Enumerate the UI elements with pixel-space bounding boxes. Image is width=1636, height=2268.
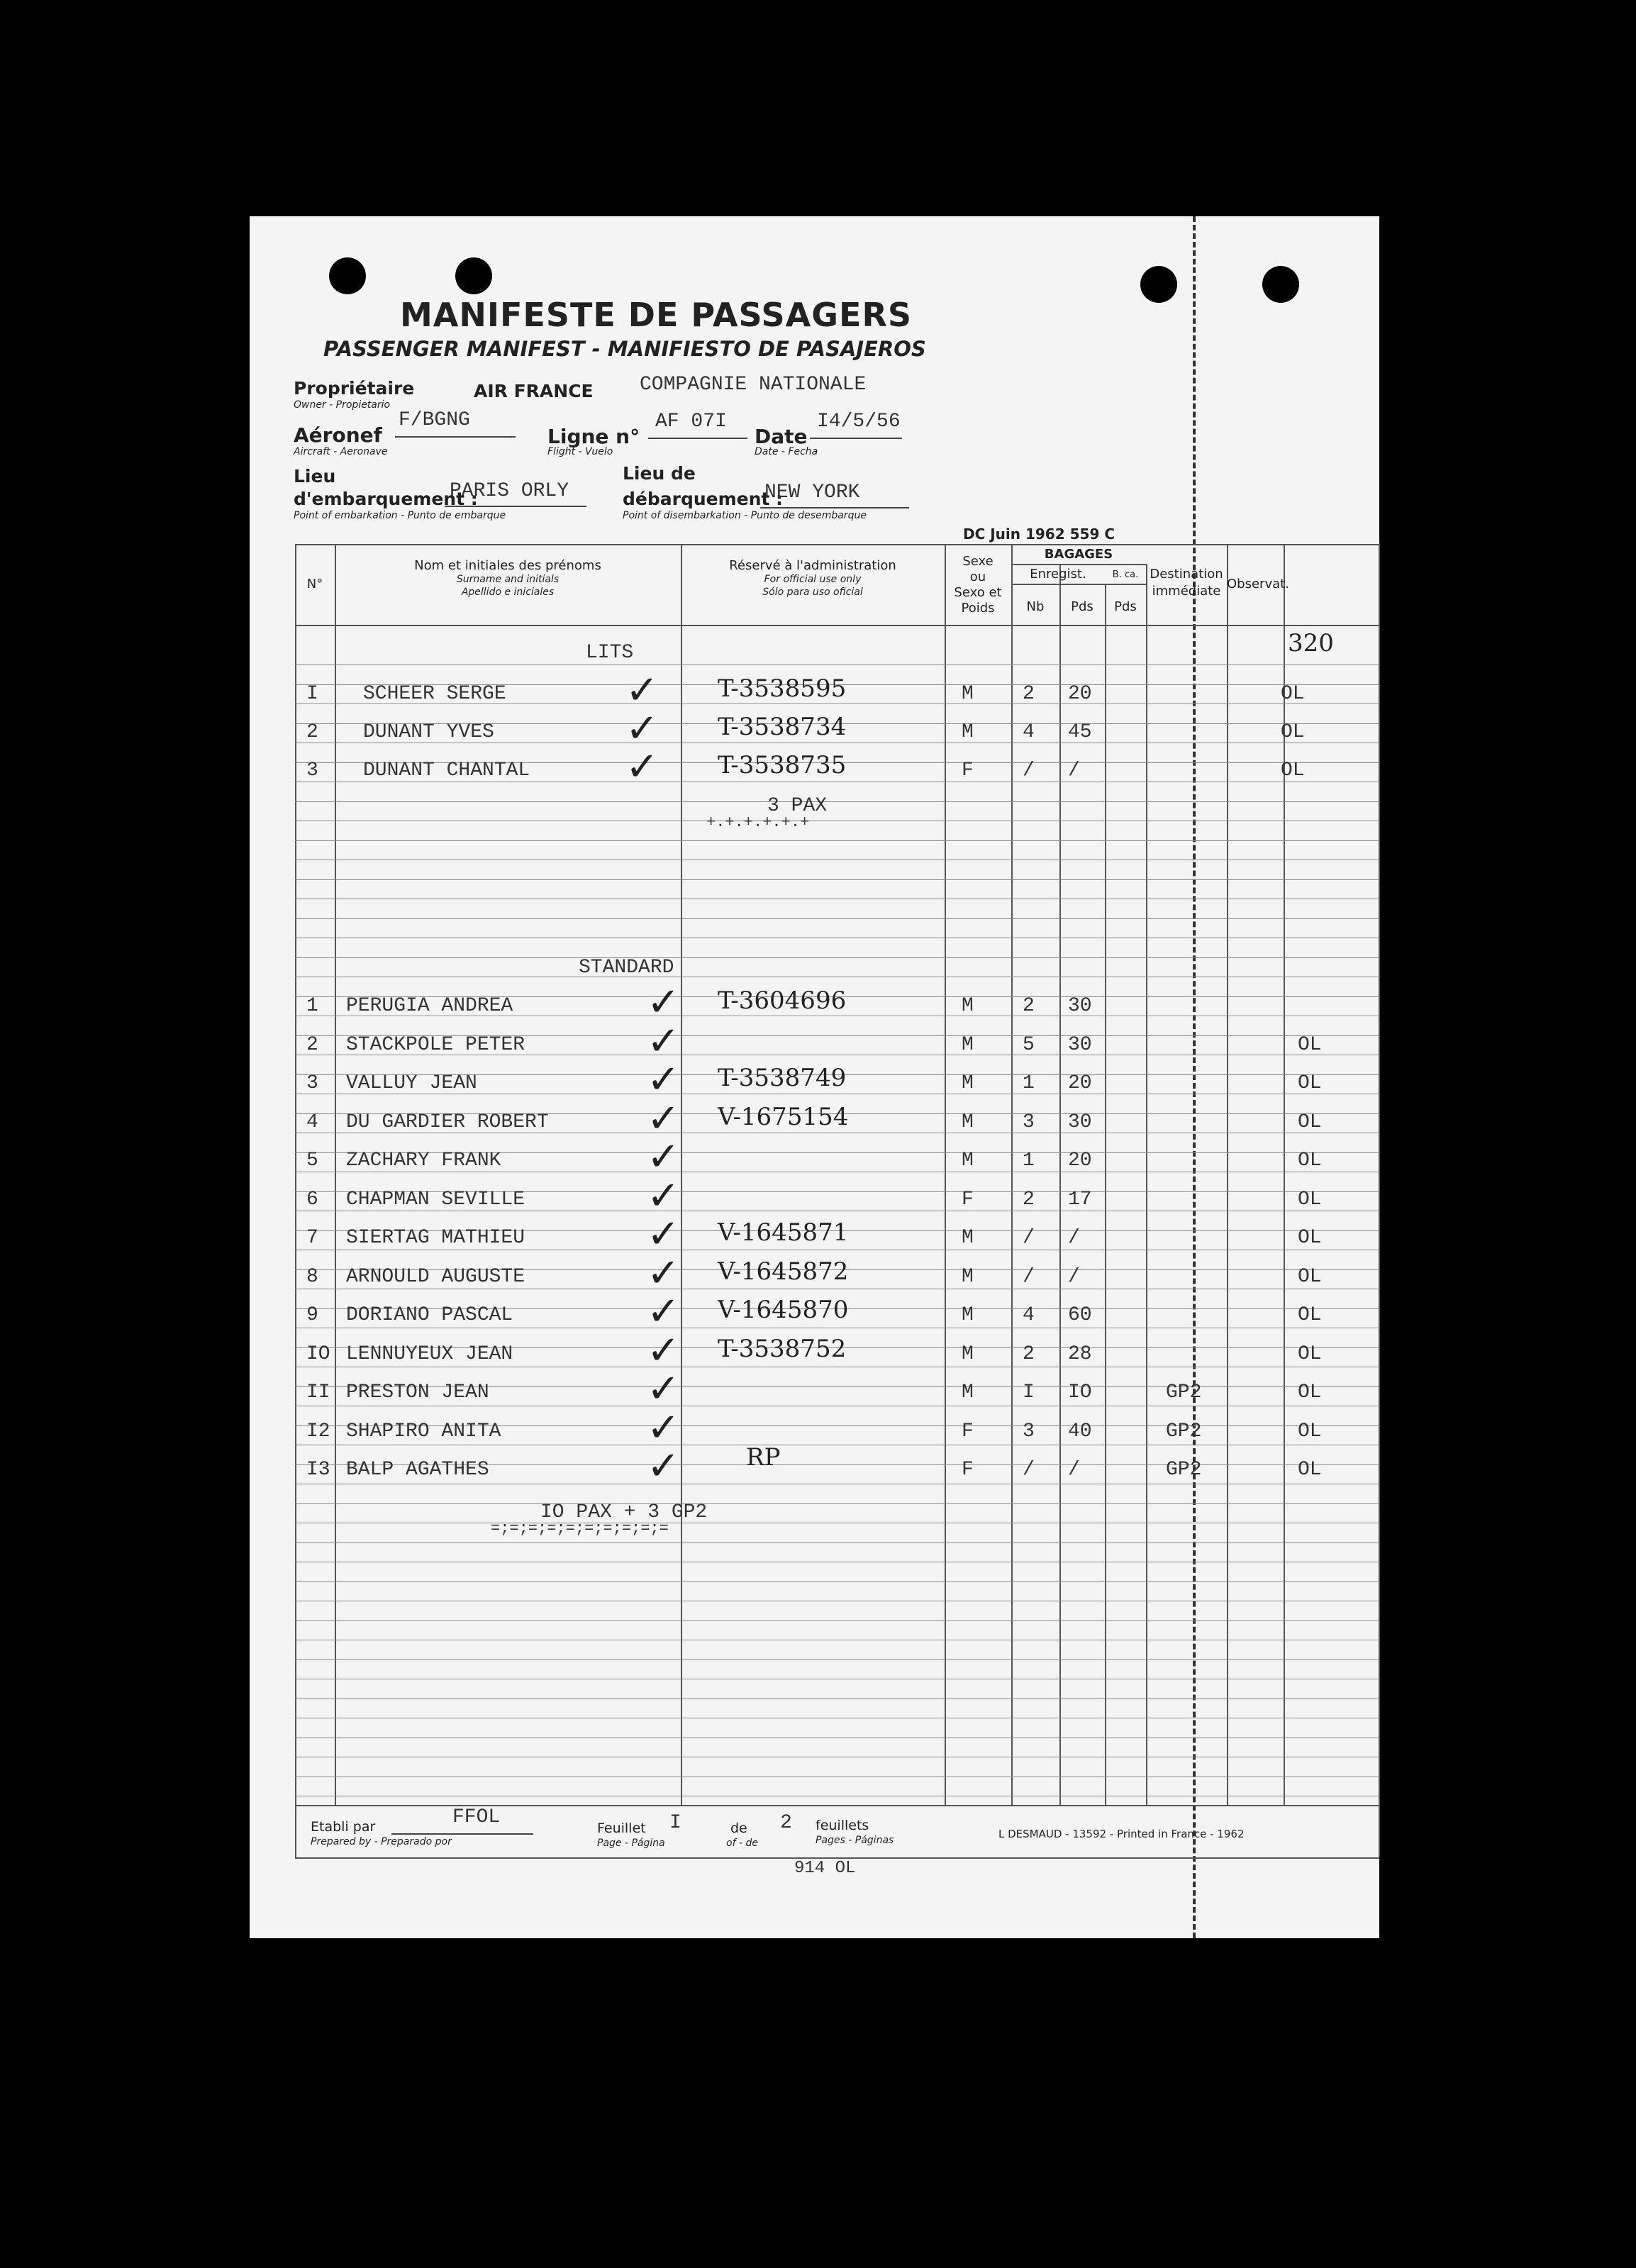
aircraft-value: F/BGNG [399, 409, 470, 431]
check-mark-icon: ✓ [647, 1250, 680, 1296]
manifest-page [250, 216, 1379, 1938]
line-value: AF 07I [655, 411, 727, 433]
observation: OL [1298, 1227, 1322, 1249]
passenger-sex: M [962, 1382, 974, 1403]
observation: OL [1298, 1033, 1322, 1056]
date-label: Date [755, 425, 808, 448]
check-mark-icon: ✓ [647, 1289, 680, 1335]
observation: OL [1298, 1072, 1322, 1094]
passenger-no: I2 [306, 1420, 330, 1442]
check-mark-icon: ✓ [647, 979, 680, 1025]
baggage-weight: 28 [1068, 1343, 1092, 1365]
passenger-sex: F [962, 1459, 974, 1481]
date-sublabel: Date - Fecha [755, 446, 818, 457]
row-rule [295, 801, 1379, 802]
of-label: de [730, 1820, 747, 1836]
row-rule [295, 957, 1379, 958]
observation: OL [1298, 1265, 1322, 1288]
baggage-count: / [1023, 760, 1035, 782]
baggage-weight: 40 [1068, 1420, 1092, 1442]
flight-note: 914 OL [794, 1859, 856, 1878]
passenger-name: ARNOULD AUGUSTE [346, 1265, 525, 1288]
passenger-sex: M [962, 1072, 974, 1094]
passenger-name: DUNANT YVES [363, 721, 494, 743]
of-sublabel: of - de [726, 1838, 758, 1849]
header-pds: Pds [1071, 599, 1094, 614]
section-standard: STANDARD [579, 957, 674, 979]
check-mark-icon: ✓ [647, 1404, 680, 1451]
passenger-name: ZACHARY FRANK [346, 1150, 501, 1172]
ticket-number: T-3604696 [718, 986, 847, 1015]
baggage-count: / [1023, 1227, 1035, 1249]
observation: OL [1281, 683, 1305, 705]
header-observations: Observat. [1227, 577, 1289, 591]
observation: OL [1298, 1188, 1322, 1211]
header-nb: Nb [1026, 599, 1045, 614]
baggage-count: I [1023, 1382, 1035, 1403]
of-value: 2 [780, 1812, 792, 1834]
row-rule [295, 1503, 1379, 1504]
check-mark-icon: ✓ [647, 1211, 680, 1257]
passenger-no: II [306, 1382, 330, 1403]
passenger-no: 9 [306, 1304, 318, 1326]
punch-hole [329, 257, 366, 294]
standard-total: IO PAX + 3 GP2 [540, 1501, 708, 1523]
baggage-count: 2 [1023, 1343, 1035, 1365]
passenger-sex: M [962, 1265, 974, 1288]
prepared-value: FFOL [452, 1806, 501, 1828]
passenger-no: 2 [306, 721, 318, 743]
passenger-no: 5 [306, 1150, 318, 1172]
passenger-name: STACKPOLE PETER [346, 1033, 525, 1056]
punch-hole [1262, 266, 1299, 303]
observation: OL [1298, 1459, 1322, 1481]
check-mark-icon: ✓ [625, 667, 659, 713]
passenger-sex: M [962, 1033, 974, 1056]
baggage-weight: / [1068, 1227, 1080, 1249]
row-rule [295, 918, 1379, 919]
header-name-sub1: Surname and initials [456, 574, 560, 585]
baggage-weight: / [1068, 1459, 1080, 1481]
embark-label-2: d'embarquement : [294, 489, 478, 509]
observation: OL [1298, 1343, 1322, 1365]
sheet-value: I [669, 1812, 681, 1834]
passenger-sex: F [962, 1188, 974, 1211]
passenger-name: PERUGIA ANDREA [346, 995, 513, 1017]
header-reserved-sub2: Sólo para uso oficial [762, 587, 863, 598]
header-cabin: B. ca. [1112, 569, 1139, 580]
line-sublabel: Flight - Vuelo [547, 446, 613, 457]
row-rule [295, 879, 1379, 880]
sheets-label: feuillets [816, 1818, 869, 1833]
passenger-no: 3 [306, 760, 318, 782]
passenger-name: CHAPMAN SEVILLE [346, 1188, 525, 1211]
passenger-sex: M [962, 683, 974, 705]
date-value: I4/5/56 [817, 411, 901, 433]
ticket-number: T-3538595 [718, 674, 847, 703]
check-mark-icon: ✓ [647, 1057, 680, 1103]
sheets-sublabel: Pages - Páginas [816, 1835, 894, 1846]
header-cabin-pds: Pds [1114, 599, 1137, 614]
punch-hole [1140, 266, 1177, 303]
passenger-no: 1 [306, 995, 318, 1017]
header-no: N° [306, 577, 323, 591]
header-destination-2: immédiate [1152, 584, 1221, 599]
baggage-count: 1 [1023, 1150, 1035, 1172]
passenger-no: 6 [306, 1188, 318, 1211]
destination: GP2 [1166, 1420, 1202, 1442]
check-mark-icon: ✓ [647, 1095, 680, 1142]
page-number: 320 [1288, 629, 1334, 657]
check-mark-icon: ✓ [647, 1366, 680, 1412]
baggage-count: 4 [1023, 1304, 1035, 1326]
header-sex-2: ou [969, 569, 986, 584]
disembark-sublabel: Point of disembarkation - Punto de desembarque [623, 510, 867, 521]
aircraft-sublabel: Aircraft - Aeronave [294, 446, 388, 457]
baggage-count: 2 [1023, 1188, 1035, 1211]
check-mark-icon: ✓ [647, 1327, 680, 1374]
lits-total: 3 PAX [767, 795, 828, 817]
passenger-sex: F [962, 1420, 974, 1442]
baggage-weight: 17 [1068, 1188, 1092, 1211]
baggage-weight: 45 [1068, 721, 1092, 743]
passenger-name: SIERTAG MATHIEU [346, 1227, 525, 1249]
ticket-number: V-1645872 [718, 1257, 849, 1286]
observation: OL [1298, 1304, 1322, 1326]
passenger-no: 3 [306, 1072, 318, 1094]
baggage-weight: / [1068, 1265, 1080, 1288]
owner-value-2: COMPAGNIE NATIONALE [640, 374, 867, 396]
ticket-number: V-1645871 [718, 1218, 849, 1247]
baggage-count: 3 [1023, 1111, 1035, 1133]
baggage-count: 4 [1023, 721, 1035, 743]
section-lits: LITS [586, 642, 634, 664]
form-subtitle: PASSENGER MANIFEST - MANIFIESTO DE PASAJEROS [323, 337, 926, 361]
standard-stars: =;=;=;=;=;=;=;=;=;= [491, 1520, 669, 1538]
rp-annotation: RP [746, 1443, 781, 1472]
ticket-number: T-3538752 [718, 1334, 847, 1363]
check-mark-icon: ✓ [625, 744, 659, 790]
passenger-name: SHAPIRO ANITA [346, 1420, 501, 1442]
owner-sublabel: Owner - Propietario [294, 399, 391, 411]
passenger-name: LENNUYEUX JEAN [346, 1343, 513, 1365]
check-mark-icon: ✓ [625, 706, 659, 752]
observation: OL [1298, 1382, 1322, 1403]
baggage-count: 3 [1023, 1420, 1035, 1442]
passenger-name: SCHEER SERGE [363, 683, 506, 705]
passenger-no: 4 [306, 1111, 318, 1133]
baggage-count: 2 [1023, 683, 1035, 705]
baggage-weight: 30 [1068, 995, 1092, 1017]
passenger-sex: M [962, 1343, 974, 1365]
passenger-name: VALLUY JEAN [346, 1072, 477, 1094]
passenger-sex: M [962, 1150, 974, 1172]
header-destination-1: Destination [1150, 567, 1223, 582]
check-mark-icon: ✓ [647, 1134, 680, 1180]
baggage-count: 5 [1023, 1033, 1035, 1056]
header-sex-3: Sexo et [954, 585, 1002, 600]
passenger-sex: F [962, 760, 974, 782]
sheet-sublabel: Page - Página [597, 1838, 665, 1849]
disembark-label-2: débarquement : [623, 489, 784, 509]
header-sex-4: Poids [961, 601, 995, 616]
check-mark-icon: ✓ [647, 1443, 680, 1489]
sheet-label: Feuillet [597, 1820, 646, 1836]
observation: OL [1298, 1150, 1322, 1172]
row-rule [295, 1542, 1379, 1543]
baggage-weight: 20 [1068, 1072, 1092, 1094]
passenger-sex: M [962, 995, 974, 1017]
passenger-no: 2 [306, 1033, 318, 1056]
ticket-number: T-3538749 [718, 1064, 847, 1092]
header-name: Nom et initiales des prénoms [414, 558, 601, 573]
punch-hole [455, 257, 492, 294]
header-name-sub2: Apellido e iniciales [461, 587, 555, 598]
ticket-number: V-1645870 [718, 1296, 849, 1324]
passenger-no: I [306, 683, 318, 705]
observation: OL [1298, 1111, 1322, 1133]
check-mark-icon: ✓ [647, 1172, 680, 1219]
check-mark-icon: ✓ [647, 1018, 680, 1064]
lits-stars: +.+.+.+.+.+ [706, 813, 810, 831]
passenger-no: I3 [306, 1459, 330, 1481]
form-title: MANIFESTE DE PASSAGERS [400, 296, 913, 334]
embark-sublabel: Point of embarkation - Punto de embarque [294, 510, 506, 521]
baggage-weight: 20 [1068, 683, 1092, 705]
header-sex-1: Sexe [962, 554, 994, 569]
passenger-no: 8 [306, 1265, 318, 1288]
passenger-sex: M [962, 1304, 974, 1326]
owner-value: AIR FRANCE [474, 381, 594, 401]
observation: OL [1281, 721, 1305, 743]
header-registered: Enregist. [1030, 567, 1086, 582]
disembark-value: NEW YORK [764, 482, 860, 504]
baggage-weight: 60 [1068, 1304, 1092, 1326]
prepared-label: Etabli par [311, 1819, 376, 1835]
ticket-number: T-3538734 [718, 713, 847, 741]
form-code: DC Juin 1962 559 C [963, 526, 1115, 543]
passenger-name: DU GARDIER ROBERT [346, 1111, 549, 1133]
observation: OL [1298, 1420, 1322, 1442]
line-label: Ligne n° [547, 425, 640, 448]
ticket-number: V-1675154 [718, 1102, 849, 1131]
passenger-name: DORIANO PASCAL [346, 1304, 513, 1326]
passenger-name: BALP AGATHES [346, 1459, 489, 1481]
header-reserved-sub1: For official use only [764, 574, 862, 585]
baggage-weight: 20 [1068, 1150, 1092, 1172]
fold-line [1193, 216, 1196, 1938]
destination: GP2 [1166, 1459, 1202, 1481]
passenger-sex: M [962, 1227, 974, 1249]
passenger-no: 7 [306, 1227, 318, 1249]
passenger-sex: M [962, 721, 974, 743]
ticket-number: T-3538735 [718, 751, 847, 779]
disembark-label-1: Lieu de [623, 463, 696, 484]
observation: OL [1281, 760, 1305, 782]
aircraft-label: Aéronef [294, 423, 382, 447]
baggage-weight: / [1068, 760, 1080, 782]
passenger-name: DUNANT CHANTAL [363, 760, 530, 782]
passenger-no: IO [306, 1343, 330, 1365]
prepared-sublabel: Prepared by - Preparado por [311, 1836, 452, 1847]
baggage-count: 1 [1023, 1072, 1035, 1094]
owner-label: Propriétaire [294, 378, 415, 399]
embark-label-1: Lieu [294, 466, 336, 487]
passenger-sex: M [962, 1111, 974, 1133]
baggage-weight: 30 [1068, 1033, 1092, 1056]
row-rule [295, 840, 1379, 841]
baggage-weight: 30 [1068, 1111, 1092, 1133]
baggage-count: / [1023, 1459, 1035, 1481]
embark-value: PARIS ORLY [450, 480, 569, 502]
baggage-count: / [1023, 1265, 1035, 1288]
baggage-count: 2 [1023, 995, 1035, 1017]
printer-imprint: L DESMAUD - 13592 - Printed in France - 1962 [998, 1828, 1245, 1840]
passenger-name: PRESTON JEAN [346, 1382, 489, 1403]
header-reserved: Réservé à l'administration [729, 558, 896, 573]
baggage-weight: IO [1068, 1382, 1092, 1403]
destination: GP2 [1166, 1382, 1202, 1403]
header-baggage: BAGAGES [1044, 547, 1113, 562]
